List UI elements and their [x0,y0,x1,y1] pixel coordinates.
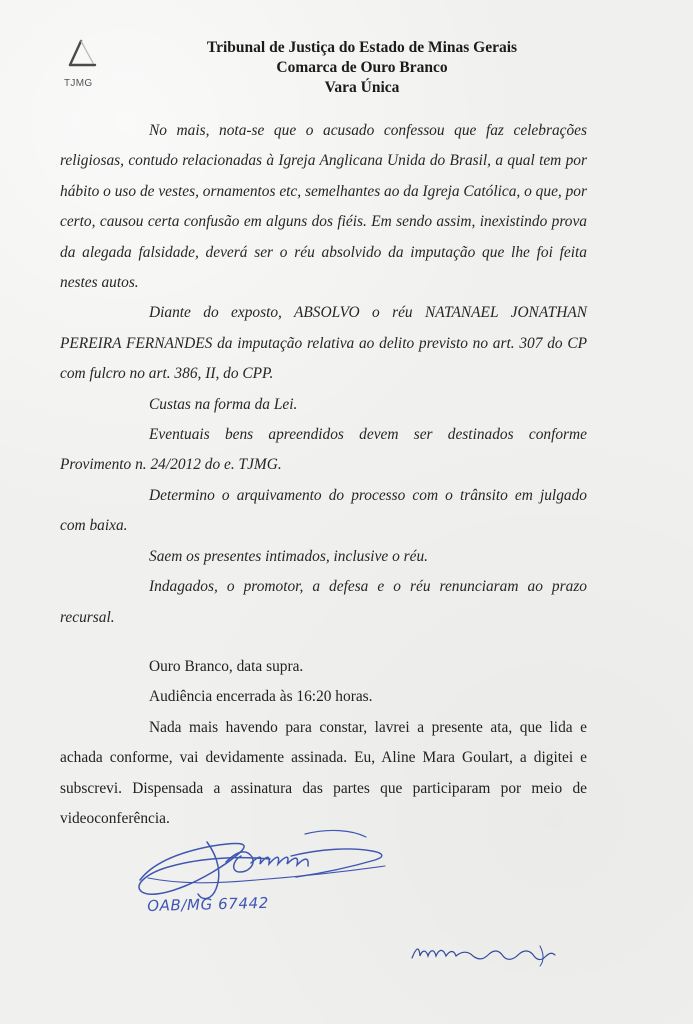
document-header [140,38,584,98]
secondary-signature-mark [408,938,558,968]
closing-text [60,652,587,834]
paragraph-seized-goods: Eventuais bens apreendidos devem ser destinados conforme Provimento n. 24/2012 do e. TJMG. [60,426,587,474]
secondary-signature [408,938,558,968]
paragraph-archive: Determino o arquivamento do processo com o trânsito em julgado com baixa. [60,486,587,535]
court-name: Tribunal de Justiça do Estado de Minas Gerais [206,39,518,56]
closing-statement: Nada mais havendo para constar, lavrei a presente ata, que lida e achada conforme, vai devidamente assinada. Eu, Aline Mara Goulart, a digitei e subscrevi. Dispensada a assinatura das partes que participaram por meio de videoconferência. [60,718,587,828]
court-division: Vara Única [324,79,400,96]
paragraph-notification: Saem os presentes intimados, inclusive o réu. [149,547,428,565]
paragraph-costs: Custas na forma da Lei. [149,395,298,413]
decision-text [60,116,587,633]
logo-text: TJMG [64,78,93,89]
paragraph-acquittal: Diante do exposto, ABSOLVO o réu NATANAEL JONATHAN PEREIRA FERNANDES da imputação relativa ao delito previsto no art. 307 do CP com fulcro no art. 386, II, do CPP. [60,304,587,383]
tjmg-logo [58,36,116,92]
triangle-seal-icon [62,38,100,72]
district-name: Comarca de Ouro Branco [276,59,448,76]
paragraph-reasoning: No mais, nota-se que o acusado confessou que faz celebrações religiosas, contudo relacionadas à Igreja Anglicana Unida do Brasil, a qual tem por hábito o uso de vestes, ornamentos etc, semelhantes ao da Igreja Católica, o que, por certo, causou certa confusão em alguns dos fiéis. Em sendo assim, inexistindo prova da alegada falsidade, deverá ser o réu absolvido da imputação que lhe foi feita nestes autos. [60,122,587,292]
oab-registration: OAB/MG 67442 [147,893,270,915]
closing-place-date: Ouro Branco, data supra. [149,658,304,675]
closing-hearing-ended: Audiência encerrada às 16:20 horas. [149,688,373,706]
paragraph-appeal-waiver: Indagados, o promotor, a defesa e o réu renunciaram ao prazo recursal. [60,578,587,626]
